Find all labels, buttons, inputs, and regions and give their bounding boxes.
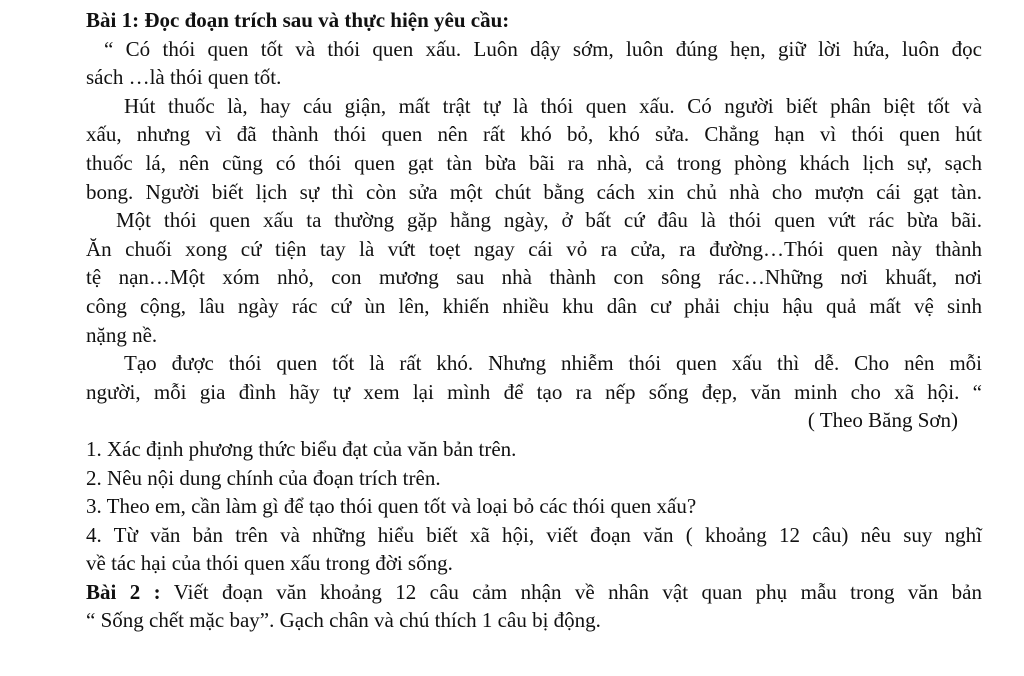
passage-source: ( Theo Băng Sơn) [807, 408, 958, 433]
exercise-2-line [86, 578, 982, 607]
passage-line: Một thói quen xấu ta thường gặp hằng ngày, ở bất cứ đâu là thói quen vứt rác bừa bãi. [116, 208, 982, 233]
passage-line: tệ nạn…Một xóm nhỏ, con mương sau nhà thành con sông rác…Những nơi khuất, nơi [86, 265, 982, 290]
exercise-2-prompt: Viết đoạn văn khoảng 12 câu cảm nhận về nhân vật quan phụ mẫu trong văn bản [160, 579, 982, 604]
question-4: 4. Từ văn bản trên và những hiểu biết xã hội, viết đoạn văn ( khoảng 12 câu) nêu suy nghĩ [86, 522, 982, 547]
passage-line: Hút thuốc là, hay cáu giận, mất trật tự là thói quen xấu. Có người biết phân biệt tốt và [124, 93, 982, 118]
passage-line: bong. Người biết lịch sự thì còn sửa một chút bằng cách xin chủ nhà cho mượn cái gạt tàn. [86, 179, 982, 204]
passage-line: Ăn chuối xong cứ tiện tay là vứt toẹt ngay cái vỏ ra cửa, ra đường…Thói quen này thành [86, 236, 982, 261]
exercise-1-title: Bài 1: Đọc đoạn trích sau và thực hiện yêu cầu: [86, 8, 510, 32]
passage-line: nặng nề. [86, 322, 158, 347]
question-4-continued: về tác hại của thói quen xấu trong đời sống. [86, 551, 453, 576]
question-2: 2. Nêu nội dung chính của đoạn trích trên. [86, 465, 441, 490]
reading-passage [86, 35, 982, 407]
passage-line: xấu, nhưng vì đã thành thói quen nên rất khó bỏ, khó sửa. Chẳng hạn vì thói quen hút [86, 122, 982, 147]
passage-line: Tạo được thói quen tốt là rất khó. Nhưng nhiễm thói quen xấu thì dễ. Cho nên mỗi [124, 351, 982, 376]
question-list [86, 435, 982, 578]
worksheet-page [86, 6, 982, 635]
question-1: 1. Xác định phương thức biểu đạt của văn bản trên. [86, 436, 517, 461]
passage-line: sách …là thói quen tốt. [86, 65, 282, 90]
passage-line: “ Có thói quen tốt và thói quen xấu. Luôn dậy sớm, luôn đúng hẹn, giữ lời hứa, luôn đọc [104, 36, 982, 61]
exercise-2-prompt-continued: “ Sống chết mặc bay”. Gạch chân và chú thích 1 câu bị động. [86, 608, 601, 633]
passage-line: công cộng, lâu ngày rác cứ ùn lên, khiến nhiều khu dân cư phải chịu hậu quả mất vệ sinh [86, 293, 982, 318]
question-3: 3. Theo em, cần làm gì để tạo thói quen tốt và loại bỏ các thói quen xấu? [86, 494, 697, 519]
exercise-2 [86, 578, 982, 635]
exercise-2-label: Bài 2 : [86, 579, 161, 604]
passage-line: thuốc lá, nên cũng có thói quen gạt tàn bừa bãi ra nhà, cả trong phòng khách lịch sự, sạch [86, 150, 982, 175]
passage-line: người, mỗi gia đình hãy tự xem lại mình để tạo ra nếp sống đẹp, văn minh cho xã hội. “ [86, 379, 982, 404]
